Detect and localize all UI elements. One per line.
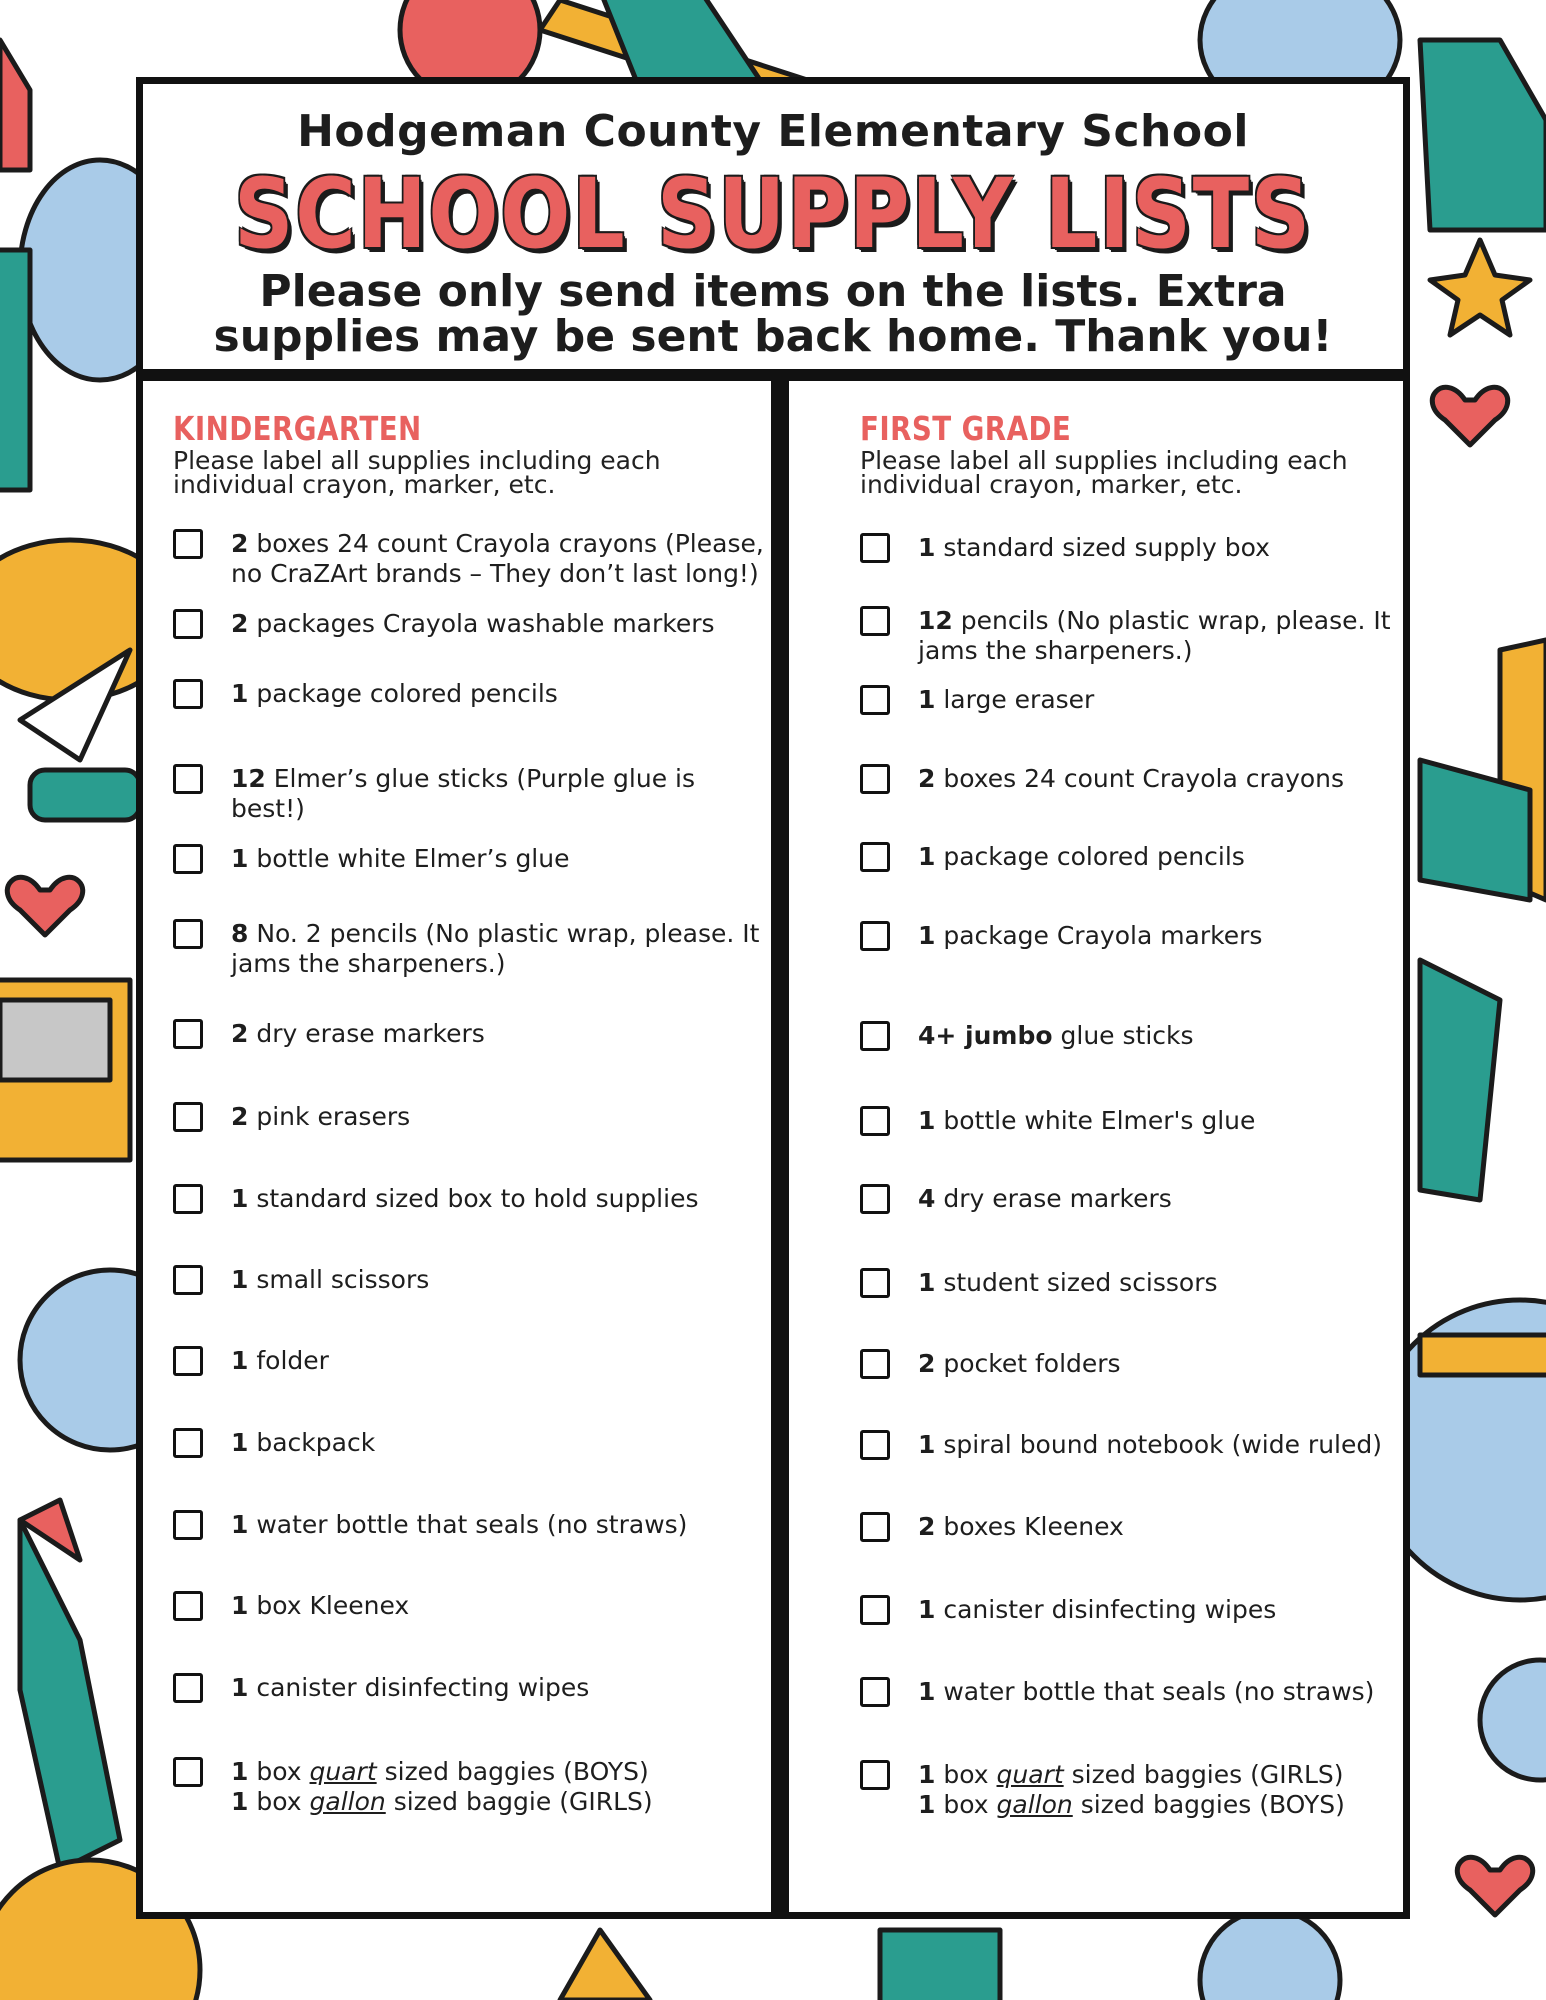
bottom-pencil-doodle (560, 1930, 650, 2000)
page-title: SCHOOL SUPPLY LISTS (234, 158, 1312, 270)
item-line (918, 685, 1458, 715)
item-line (918, 1106, 1458, 1136)
item-word: box (256, 1787, 302, 1816)
bottom-box-doodle (880, 1930, 1000, 2000)
item-description: Elmer’s glue sticks (Purple glue is best!) (231, 764, 695, 823)
item-text (231, 1428, 771, 1458)
first-grade-column (860, 381, 1450, 1921)
notice-line-2: supplies may be sent back home. Thank you! (213, 311, 1333, 362)
item-line (231, 679, 771, 709)
item-text (918, 764, 1458, 794)
item-quantity: 12 (918, 606, 953, 635)
checkbox[interactable] (860, 1430, 890, 1460)
item-line (231, 1428, 771, 1458)
item-description: dry erase markers (943, 1184, 1172, 1213)
item-text (918, 1430, 1458, 1460)
checkbox[interactable] (173, 1184, 203, 1214)
item-text (231, 609, 771, 639)
item-description: folder (256, 1346, 329, 1375)
item-line (918, 921, 1458, 951)
flask-doodle (1420, 40, 1546, 230)
item-line (231, 1184, 771, 1214)
item-text (918, 1349, 1458, 1379)
item-text (918, 1677, 1458, 1707)
item-quantity: 1 (918, 1106, 936, 1135)
item-text (231, 1019, 771, 1049)
item-line (918, 1595, 1458, 1625)
item-line (918, 1349, 1458, 1379)
baggie-line2 (918, 1790, 1458, 1820)
item-text (231, 844, 771, 874)
item-line (918, 764, 1458, 794)
item-text (918, 685, 1458, 715)
item-quantity: 1 (918, 1268, 936, 1297)
baggie-line1 (918, 1760, 1458, 1790)
checkbox[interactable] (173, 1102, 203, 1132)
calculator-doodle (0, 1000, 110, 1080)
checkbox[interactable] (173, 1510, 203, 1540)
checkbox[interactable] (173, 1428, 203, 1458)
item-text (918, 921, 1458, 951)
item-description: large eraser (943, 685, 1095, 714)
item-quantity: 2 (231, 1019, 249, 1048)
item-text (231, 1102, 771, 1132)
first-grade-heading: FIRST GRADE (860, 409, 1072, 448)
marker-doodle (30, 770, 140, 820)
item-text (231, 1265, 771, 1295)
notice-line-1: Please only send items on the lists. Extra (259, 266, 1287, 317)
item-description: student sized scissors (943, 1268, 1218, 1297)
item-quantity: 2 (231, 1102, 249, 1131)
baggie-line1 (231, 1757, 771, 1787)
notice (183, 266, 1363, 362)
checkbox[interactable] (860, 1184, 890, 1214)
item-line-2: no CraZArt brands – They don’t last long!) (231, 559, 759, 588)
star-doodle (1430, 240, 1530, 335)
item-description: boxes 24 count Crayola crayons (943, 764, 1345, 793)
school-name: Hodgeman County Elementary School (297, 106, 1249, 157)
item-description: package Crayola markers (943, 921, 1263, 950)
item-quantity: 1 (231, 1591, 249, 1620)
item-quantity: 1 (231, 1673, 249, 1702)
item-line (231, 919, 771, 949)
item-text (231, 1591, 771, 1621)
item-word: box (256, 1757, 302, 1786)
item-quantity: 1 (231, 1757, 249, 1786)
item-text (231, 679, 771, 709)
item-quantity: 2 (231, 609, 249, 638)
item-text (918, 606, 1458, 666)
item-quantity: 1 (918, 1595, 936, 1624)
item-description: dry erase markers (256, 1019, 485, 1048)
item-line (918, 1677, 1458, 1707)
item-description: bottle white Elmer’s glue (256, 844, 570, 873)
crayon-doodle (0, 40, 30, 170)
item-quantity: 1 (918, 1430, 936, 1459)
note-line-2: individual crayon, marker, etc. (860, 470, 1243, 499)
kindergarten-heading: KINDERGARTEN (173, 409, 422, 448)
item-quantity: 1 (231, 1787, 249, 1816)
item-description: standard sized box to hold supplies (256, 1184, 699, 1213)
baggie-line2 (231, 1787, 771, 1817)
baggie-size: gallon (309, 1787, 386, 1816)
supply-list-sheet (136, 77, 1410, 1919)
item-description: package colored pencils (943, 842, 1245, 871)
item-description: small scissors (256, 1265, 430, 1294)
item-text (918, 1512, 1458, 1542)
item-quantity: 1 (231, 1184, 249, 1213)
checkbox[interactable] (860, 921, 890, 951)
checkbox[interactable] (860, 764, 890, 794)
item-quantity: 2 (918, 764, 936, 793)
item-description: water bottle that seals (no straws) (256, 1510, 688, 1539)
item-line (918, 606, 1458, 636)
item-line (918, 1512, 1458, 1542)
checkbox[interactable] (860, 1349, 890, 1379)
item-description: boxes 24 count Crayola crayons (Please, (256, 529, 764, 558)
checkbox[interactable] (173, 1591, 203, 1621)
rocket-doodle (20, 1520, 120, 1870)
checkbox[interactable] (860, 1106, 890, 1136)
item-line (918, 1021, 1458, 1051)
checkbox[interactable] (860, 533, 890, 563)
checkbox[interactable] (173, 529, 203, 559)
item-line (918, 842, 1458, 872)
item-text (918, 1184, 1458, 1214)
item-quantity: 2 (918, 1349, 936, 1378)
item-quantity: 1 (231, 1428, 249, 1457)
item-line (231, 844, 771, 874)
item-description: pink erasers (256, 1102, 411, 1131)
item-line (918, 1184, 1458, 1214)
heart-doodle-bottom (1457, 1857, 1532, 1915)
item-text (231, 764, 771, 824)
checkbox[interactable] (173, 919, 203, 949)
column-divider (771, 369, 789, 1919)
item-text (231, 1757, 771, 1817)
item-text (231, 529, 771, 589)
item-line (231, 1265, 771, 1295)
item-text (231, 1184, 771, 1214)
kindergarten-label-note (173, 446, 733, 499)
item-quantity: 1 (231, 1346, 249, 1375)
item-word: box (943, 1760, 989, 1789)
item-description: backpack (256, 1428, 376, 1457)
item-text (918, 1595, 1458, 1625)
item-quantity: 2 (231, 529, 249, 558)
checkbox[interactable] (173, 679, 203, 709)
item-quantity: 1 (231, 1510, 249, 1539)
item-text (231, 1510, 771, 1540)
item-line-2: jams the sharpeners.) (918, 636, 1193, 665)
item-quantity: 1 (918, 1760, 936, 1789)
item-line (231, 1019, 771, 1049)
checkbox[interactable] (860, 1595, 890, 1625)
first-grade-label-note (860, 446, 1420, 499)
checkbox[interactable] (860, 1677, 890, 1707)
item-text (231, 1673, 771, 1703)
item-line (231, 764, 771, 824)
item-quantity: 1 (231, 679, 249, 708)
item-quantity: 1 (918, 533, 936, 562)
item-description: canister disinfecting wipes (256, 1673, 590, 1702)
item-line (231, 1346, 771, 1376)
checkbox[interactable] (173, 1673, 203, 1703)
checkbox[interactable] (860, 842, 890, 872)
item-description: packages Crayola washable markers (256, 609, 715, 638)
item-line (918, 1268, 1458, 1298)
item-description: boxes Kleenex (943, 1512, 1124, 1541)
checkbox[interactable] (173, 1346, 203, 1376)
checkbox[interactable] (860, 1760, 890, 1790)
item-description: canister disinfecting wipes (943, 1595, 1277, 1624)
item-text (231, 1346, 771, 1376)
item-text (231, 919, 771, 979)
item-description: bottle white Elmer's glue (943, 1106, 1256, 1135)
item-quantity: 8 (231, 919, 249, 948)
item-line (231, 529, 771, 559)
item-line (231, 1673, 771, 1703)
item-text (918, 533, 1458, 563)
note-line-1: Please label all supplies including each (173, 446, 661, 475)
item-quantity: 4+ jumbo (918, 1021, 1053, 1050)
item-quantity: 1 (918, 842, 936, 871)
item-description: sized baggies (BOYS) (1080, 1790, 1345, 1819)
item-line (231, 1591, 771, 1621)
item-description: pocket folders (943, 1349, 1121, 1378)
item-quantity: 4 (918, 1184, 936, 1213)
heart-doodle-left (7, 877, 82, 935)
item-line (231, 609, 771, 639)
item-quantity: 1 (918, 921, 936, 950)
kindergarten-column (173, 381, 763, 1921)
item-quantity: 12 (231, 764, 266, 793)
item-word: box (943, 1790, 989, 1819)
item-text (918, 1106, 1458, 1136)
item-description: box Kleenex (256, 1591, 410, 1620)
note-line-2: individual crayon, marker, etc. (173, 470, 556, 499)
jar-doodle (0, 250, 30, 490)
item-description: sized baggies (GIRLS) (1071, 1760, 1344, 1789)
baggie-size: quart (996, 1760, 1064, 1789)
checkbox[interactable] (173, 1265, 203, 1295)
checkbox[interactable] (173, 1757, 203, 1787)
item-description: No. 2 pencils (No plastic wrap, please. It (256, 919, 760, 948)
checkbox[interactable] (860, 1268, 890, 1298)
checkbox[interactable] (860, 685, 890, 715)
checkbox[interactable] (173, 609, 203, 639)
item-description: pencils (No plastic wrap, please. It (960, 606, 1391, 635)
item-description: package colored pencils (256, 679, 558, 708)
baggie-size: quart (309, 1757, 377, 1786)
checkbox[interactable] (173, 1019, 203, 1049)
item-text (918, 1268, 1458, 1298)
item-quantity: 2 (918, 1512, 936, 1541)
item-description: sized baggies (BOYS) (384, 1757, 649, 1786)
item-text (918, 1021, 1458, 1051)
item-description: water bottle that seals (no straws) (943, 1677, 1375, 1706)
checkbox[interactable] (173, 764, 203, 794)
item-description: sized baggie (GIRLS) (393, 1787, 653, 1816)
checkbox[interactable] (860, 1021, 890, 1051)
item-line-2: jams the sharpeners.) (231, 949, 506, 978)
item-line (231, 1102, 771, 1132)
item-description: spiral bound notebook (wide ruled) (943, 1430, 1382, 1459)
item-quantity: 1 (918, 1677, 936, 1706)
item-quantity: 1 (231, 844, 249, 873)
item-line (918, 533, 1458, 563)
checkbox[interactable] (860, 606, 890, 636)
item-quantity: 1 (231, 1265, 249, 1294)
checkbox[interactable] (860, 1512, 890, 1542)
item-text (918, 842, 1458, 872)
item-description: glue sticks (1060, 1021, 1194, 1050)
item-description: standard sized supply box (943, 533, 1270, 562)
item-quantity: 1 (918, 685, 936, 714)
note-line-1: Please label all supplies including each (860, 446, 1348, 475)
header (143, 84, 1403, 381)
planet-doodle (1480, 1660, 1546, 1780)
bottom-ball-doodle (1200, 1910, 1340, 2000)
item-text (918, 1760, 1458, 1820)
baggie-size: gallon (996, 1790, 1073, 1819)
item-line (231, 1510, 771, 1540)
checkbox[interactable] (173, 844, 203, 874)
item-quantity: 1 (918, 1790, 936, 1819)
item-line (918, 1430, 1458, 1460)
